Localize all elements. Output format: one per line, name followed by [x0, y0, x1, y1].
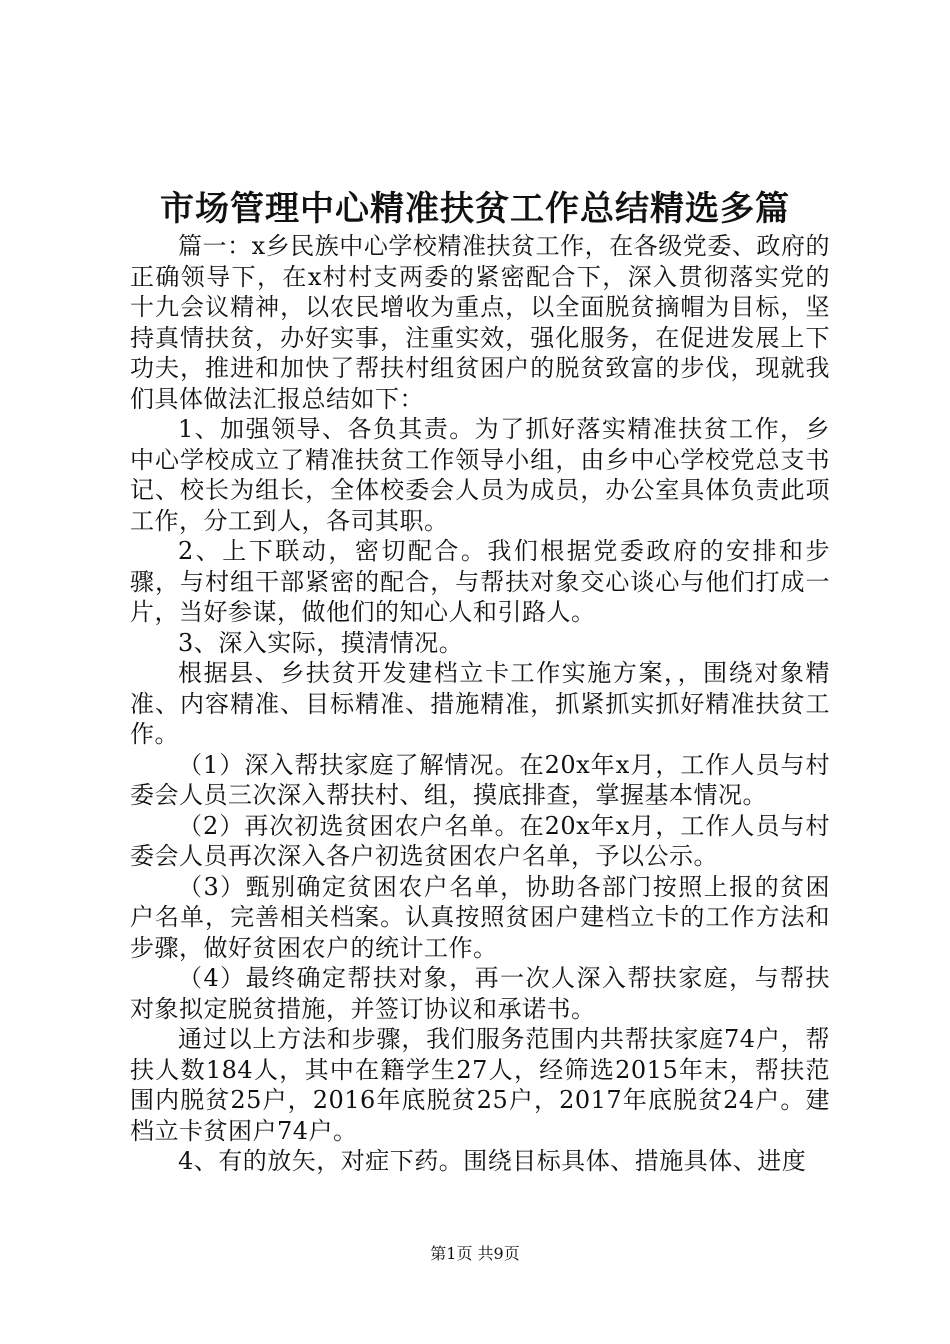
paragraph-section-4: 4、有的放矢，对症下药。围绕目标具体、措施具体、进度 [178, 1147, 807, 1175]
paragraph-step-4: （4）最终确定帮扶对象，再一次人深入帮扶家庭，与帮扶对象拟定脱贫措施，并签订协议和承诺书。 [130, 964, 830, 1023]
paragraph-section-2: 2、上下联动，密切配合。我们根据党委政府的安排和步骤，与村组干部紧密的配合，与帮扶对象交心谈心与他们打成一片，当好参谋，做他们的知心人和引路人。 [130, 537, 830, 626]
paragraph-results: 通过以上方法和步骤，我们服务范围内共帮扶家庭74户，帮扶人数184人，其中在籍学生27人，经筛选2015年末，帮扶范围内脱贫25户，2016年底脱贫25户，2017年底脱贫24户。建档立卡贫困户74户。 [130, 1025, 830, 1145]
document-body [130, 231, 830, 1177]
paragraph-step-3: （3）甄别确定贫困农户名单，协助各部门按照上报的贫困户名单，完善相关档案。认真按照贫困户建档立卡的工作方法和步骤，做好贫困农户的统计工作。 [130, 872, 830, 962]
page-number-footer: 第1页 共9页 [430, 1244, 520, 1263]
paragraph-section-3: 3、深入实际，摸清情况。 [178, 628, 464, 657]
paragraph-step-1: （1）深入帮扶家庭了解情况。在20x年x月，工作人员与村委会人员三次深入帮扶村、组，摸底排查，掌握基本情况。 [130, 750, 830, 809]
paragraph-section-1: 1、加强领导、各负其责。为了抓好落实精准扶贫工作，乡中心学校成立了精准扶贫工作领导小组，由乡中心学校党总支书记、校长为组长，全体校委会人员为成员，办公室具体负责此项工作，分工到人，各司其职。 [130, 415, 830, 535]
document-title: 市场管理中心精准扶贫工作总结精选多篇 [160, 189, 790, 229]
paragraph-intro: 篇一：x乡民族中心学校精准扶贫工作，在各级党委、政府的正确领导下，在x村村支两委的紧密配合下，深入贯彻落实党的十九会议精神，以农民增收为重点，以全面脱贫摘帽为目标，坚持真情扶贫，办好实事，注重实效，强化服务，在促进发展上下功夫，推进和加快了帮扶村组贫困户的脱贫致富的步伐，现就我们具体做法汇报总结如下： [130, 232, 830, 413]
paragraph-plan: 根据县、乡扶贫开发建档立卡工作实施方案，，围绕对象精准、内容精准、目标精准、措施精准，抓紧抓实抓好精准扶贫工作。 [130, 659, 830, 748]
paragraph-step-2: （2）再次初选贫困农户名单。在20x年x月，工作人员与村委会人员再次深入各户初选贫困农户名单，予以公示。 [130, 811, 830, 870]
